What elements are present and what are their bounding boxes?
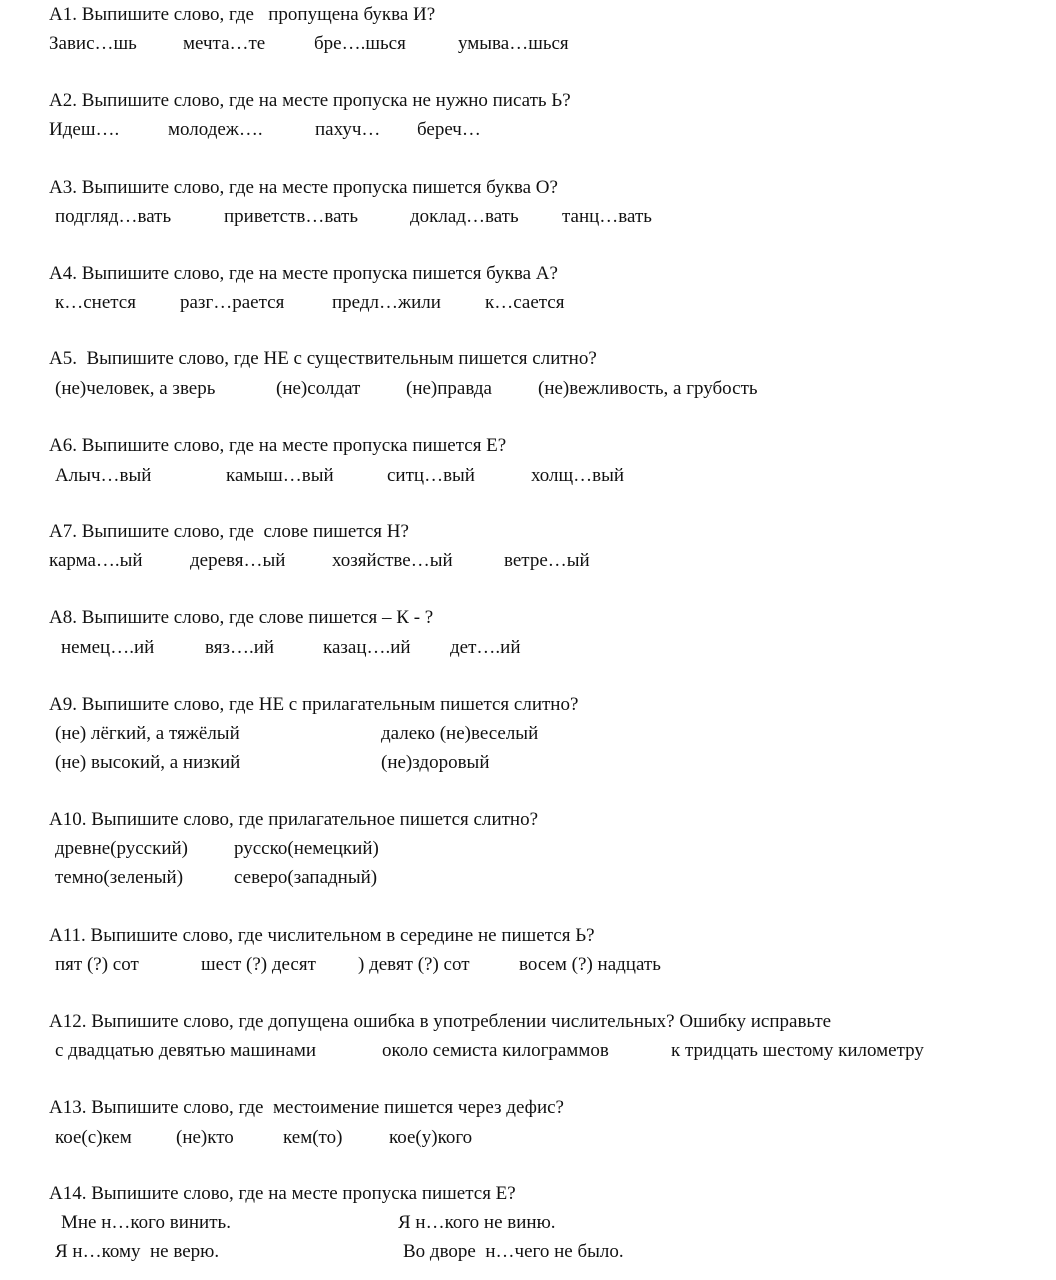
answer-option: мечта…те xyxy=(183,33,266,54)
answer-option: кем(то) xyxy=(283,1127,343,1148)
answer-option: молодеж…. xyxy=(168,119,263,140)
answer-option: приветств…вать xyxy=(224,206,359,227)
answer-option: камыш…вый xyxy=(226,465,334,486)
answer-option: Я н…кого не виню. xyxy=(398,1212,556,1233)
answer-option: Мне н…кого винить. xyxy=(61,1212,231,1233)
answer-option: дет….ий xyxy=(450,637,521,658)
answer-option: карма….ый xyxy=(49,550,143,571)
answer-option: восем (?) надцать xyxy=(519,954,661,975)
question-title: А8. Выпишите слово, где слове пишется – К - ? xyxy=(49,607,434,628)
answer-option: Алыч…вый xyxy=(55,465,152,486)
answer-option: Завис…шь xyxy=(49,33,137,54)
answer-option: вяз….ий xyxy=(205,637,275,658)
answer-option: немец….ий xyxy=(61,637,155,658)
question-title: А3. Выпишите слово, где на месте пропуска пишется буква О? xyxy=(49,177,558,198)
answer-option: ситц…вый xyxy=(387,465,475,486)
answer-option: разг…рается xyxy=(180,292,285,313)
question-title: А12. Выпишите слово, где допущена ошибка в употреблении числительных? Ошибку исправьте xyxy=(49,1011,832,1032)
question-title: А13. Выпишите слово, где местоимение пишется через дефис? xyxy=(49,1097,564,1118)
answer-option: бре….шься xyxy=(314,33,406,54)
answer-option: (не) высокий, а низкий xyxy=(55,752,241,773)
answer-option: пят (?) сот xyxy=(55,954,139,975)
question-title: А7. Выпишите слово, где слове пишется Н? xyxy=(49,521,409,542)
question-title: А11. Выпишите слово, где числительном в середине не пишется Ь? xyxy=(49,925,595,946)
answer-option: шест (?) десят xyxy=(201,954,316,975)
answer-option: темно(зеленый) xyxy=(55,867,184,888)
answer-option: ветре…ый xyxy=(504,550,590,571)
answer-option: (не)правда xyxy=(406,378,492,399)
answer-option: Идеш…. xyxy=(49,119,120,140)
answer-option: кое(у)кого xyxy=(389,1127,473,1148)
answer-option: русско(немецкий) xyxy=(234,838,379,859)
answer-option: береч… xyxy=(417,119,481,140)
answer-option: (не)кто xyxy=(176,1127,234,1148)
answer-option: пахуч… xyxy=(315,119,381,140)
answer-option: умыва…шься xyxy=(458,33,569,54)
question-title: А4. Выпишите слово, где на месте пропуска пишется буква А? xyxy=(49,263,558,284)
question-title: А10. Выпишите слово, где прилагательное пишется слитно? xyxy=(49,809,539,830)
question-title: А2. Выпишите слово, где на месте пропуска не нужно писать Ь? xyxy=(49,90,571,111)
answer-option: (не) лёгкий, а тяжёлый xyxy=(55,723,240,744)
answer-option: (не)солдат xyxy=(276,378,361,399)
answer-option: подгляд…вать xyxy=(55,206,172,227)
answer-option: казац….ий xyxy=(323,637,411,658)
answer-option: древне(русский) xyxy=(55,838,189,859)
answer-option: к…снется xyxy=(55,292,136,313)
answer-option: холщ…вый xyxy=(531,465,625,486)
answer-option: (не)здоровый xyxy=(381,752,490,773)
answer-option: с двадцатью девятью машинами xyxy=(55,1040,317,1061)
question-title: А6. Выпишите слово, где на месте пропуска пишется Е? xyxy=(49,435,507,456)
answer-option: к тридцать шестому километру xyxy=(671,1040,924,1061)
answer-option: северо(западный) xyxy=(234,867,378,888)
answer-option: предл…жили xyxy=(332,292,441,313)
answer-option: Во дворе н…чего не было. xyxy=(403,1241,624,1262)
answer-option: к…сается xyxy=(485,292,565,313)
answer-option: (не)вежливость, а грубость xyxy=(538,378,758,399)
answer-option: Я н…кому не верю. xyxy=(55,1241,220,1262)
answer-option: хозяйстве…ый xyxy=(332,550,453,571)
question-title: А14. Выпишите слово, где на месте пропуска пишется Е? xyxy=(49,1183,516,1204)
answer-option: танц…вать xyxy=(562,206,652,227)
answer-option: далеко (не)веселый xyxy=(381,723,539,744)
answer-option: деревя…ый xyxy=(190,550,286,571)
question-title: А5. Выпишите слово, где НЕ с существительным пишется слитно? xyxy=(49,348,597,369)
question-title: А1. Выпишите слово, где пропущена буква И? xyxy=(49,4,436,25)
answer-option: около семиста килограммов xyxy=(382,1040,609,1061)
answer-option: кое(с)кем xyxy=(55,1127,132,1148)
question-title: А9. Выпишите слово, где НЕ с прилагательным пишется слитно? xyxy=(49,694,579,715)
answer-option: (не)человек, а зверь xyxy=(55,378,216,399)
answer-option: ) девят (?) сот xyxy=(358,954,470,975)
answer-option: доклад…вать xyxy=(410,206,519,227)
